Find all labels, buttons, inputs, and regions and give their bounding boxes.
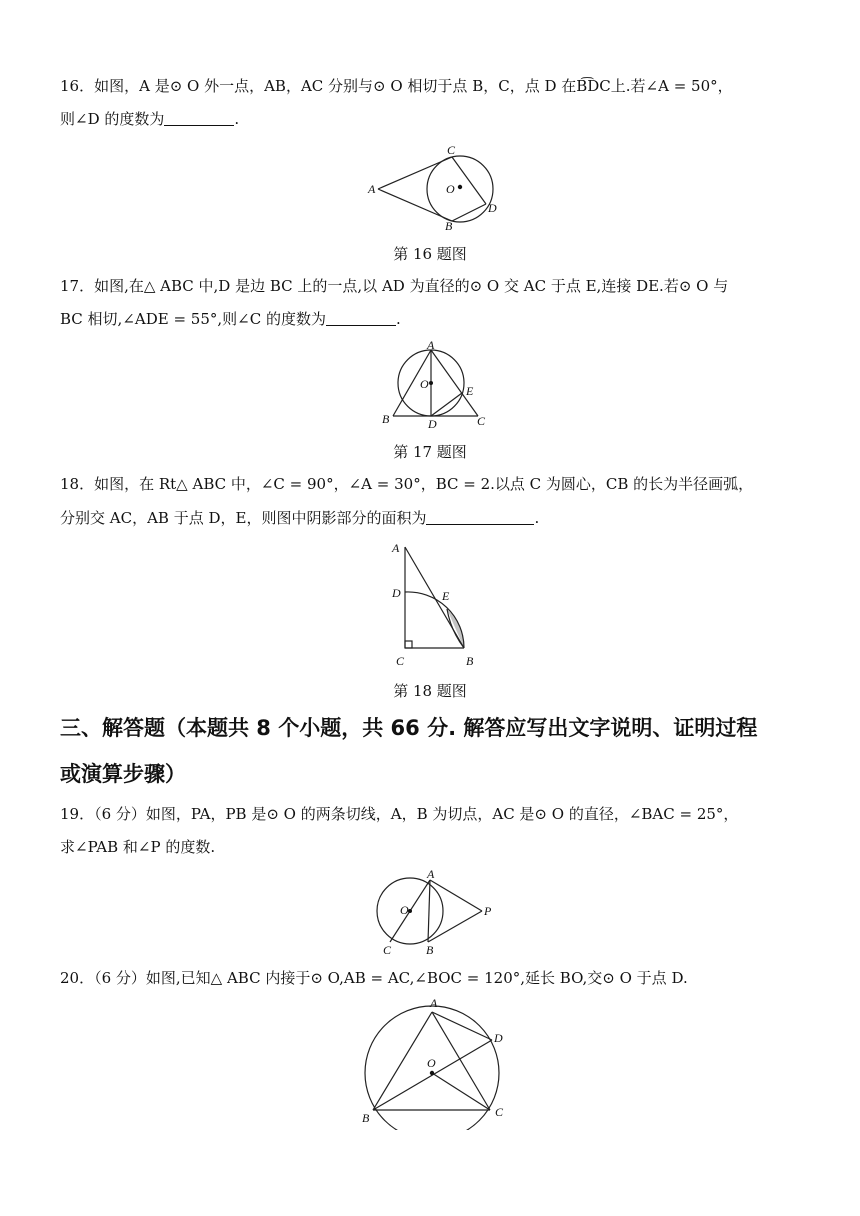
q16-text-line2 [60, 103, 810, 136]
q19-text-line2: 求∠PAB 和∠P 的度数. [60, 838, 216, 856]
q20-label-d: D [494, 1031, 503, 1045]
q20-label-a: A [430, 996, 438, 1010]
q19-label-p: P [484, 904, 492, 918]
q16-prompt: 则∠D 的度数为 [60, 110, 165, 128]
q16-center-dot [458, 185, 462, 189]
q17-label-b: B [382, 412, 390, 426]
section-3-heading-line2: 或演算步骤） [60, 762, 186, 786]
q17-center-dot [429, 381, 433, 385]
q16-label-c: C [447, 143, 456, 157]
q16-text-line1: 16．如图，A 是⊙ O 外一点，AB，AC 分别与⊙ O 相切于点 B，C，点 D 在B͡DC上.若∠A = 50°， [60, 77, 733, 95]
q20-center-dot [430, 1071, 434, 1075]
q20-label-b: B [362, 1111, 370, 1125]
q18-label-c: C [396, 654, 405, 668]
q17-caption: 第 17 题图 [393, 443, 467, 461]
q17-label-d: D [428, 417, 437, 431]
q18-figure [388, 538, 482, 672]
q20-side-ac [432, 1012, 490, 1110]
q17-label-e: E [466, 384, 474, 398]
q16-period: . [234, 110, 240, 128]
q19-tangent-pb [428, 911, 482, 942]
q18-prompt: 分别交 AC，AB 于点 D，E，则图中阴影部分的面积为 [60, 509, 427, 527]
q18-text-line1: 18．如图，在 Rt△ ABC 中，∠C = 90°，∠A = 30°，BC = 2.以点 C 为圆心，CB 的长为半径画弧， [60, 475, 754, 493]
q20-segment-ad [432, 1012, 492, 1040]
q18-right-angle-mark [405, 641, 412, 648]
q16-chord-bd [452, 204, 486, 221]
q16-answer-blank[interactable] [164, 111, 234, 126]
q19-figure [368, 866, 498, 958]
q16-tangent-ac [378, 157, 452, 189]
q18-period: . [534, 509, 540, 527]
q18-text-line2 [60, 502, 810, 535]
q17-label-c: C [477, 414, 486, 428]
q17-period: . [395, 310, 401, 328]
q17-text-line1: 17．如图,在△ ABC 中,D 是边 BC 上的一点,以 AD 为直径的⊙ O 交 AC 于点 E,连接 DE.若⊙ O 与 [60, 277, 729, 295]
q18-label-b: B [466, 654, 474, 668]
q18-shaded-region [447, 609, 464, 648]
q18-label-d: D [392, 586, 401, 600]
q18-label-a: A [392, 541, 400, 555]
q20-side-ab [373, 1012, 432, 1110]
q18-label-e: E [442, 589, 450, 603]
q16-figure [360, 140, 510, 232]
q16-tangent-ab [378, 189, 452, 221]
q20-text-line1: 20．（6 分）如图,已知△ ABC 内接于⊙ O,AB = AC,∠BOC = 120°,延长 BO,交⊙ O 于点 D. [60, 969, 688, 987]
q16-label-d: D [488, 201, 497, 215]
q19-label-c: C [383, 943, 392, 957]
q17-text-line2 [60, 303, 810, 336]
q19-chord-ab [428, 880, 430, 942]
q20-label-c: C [495, 1105, 504, 1119]
q17-answer-blank[interactable] [326, 311, 396, 326]
q19-label-a: A [427, 867, 435, 881]
q20-segment-oc [432, 1073, 490, 1110]
q19-label-b: B [426, 943, 434, 957]
q20-label-o: O [427, 1056, 436, 1070]
q18-caption: 第 18 题图 [393, 682, 467, 700]
q19-label-o: O [400, 903, 409, 917]
q17-label-a: A [427, 338, 435, 352]
q16-label-o: O [446, 182, 455, 196]
q19-text-line1: 19．（6 分）如图，PA，PB 是⊙ O 的两条切线，A，B 为切点，AC 是⊙ O 的直径，∠BAC = 25°， [60, 805, 739, 823]
q17-label-o: O [420, 377, 429, 391]
q20-figure [355, 995, 515, 1130]
q17-prompt: BC 相切,∠ADE = 55°,则∠C 的度数为 [60, 310, 326, 328]
q16-label-a: A [368, 182, 376, 196]
q19-tangent-pa [430, 880, 482, 911]
q16-label-b: B [445, 219, 453, 232]
section-3-heading-line1: 三、解答题（本题共 8 个小题，共 66 分. 解答应写出文字说明、证明过程 [60, 716, 758, 740]
q18-answer-blank[interactable] [426, 510, 534, 525]
q16-caption: 第 16 题图 [393, 245, 467, 263]
q17-figure [378, 338, 490, 432]
